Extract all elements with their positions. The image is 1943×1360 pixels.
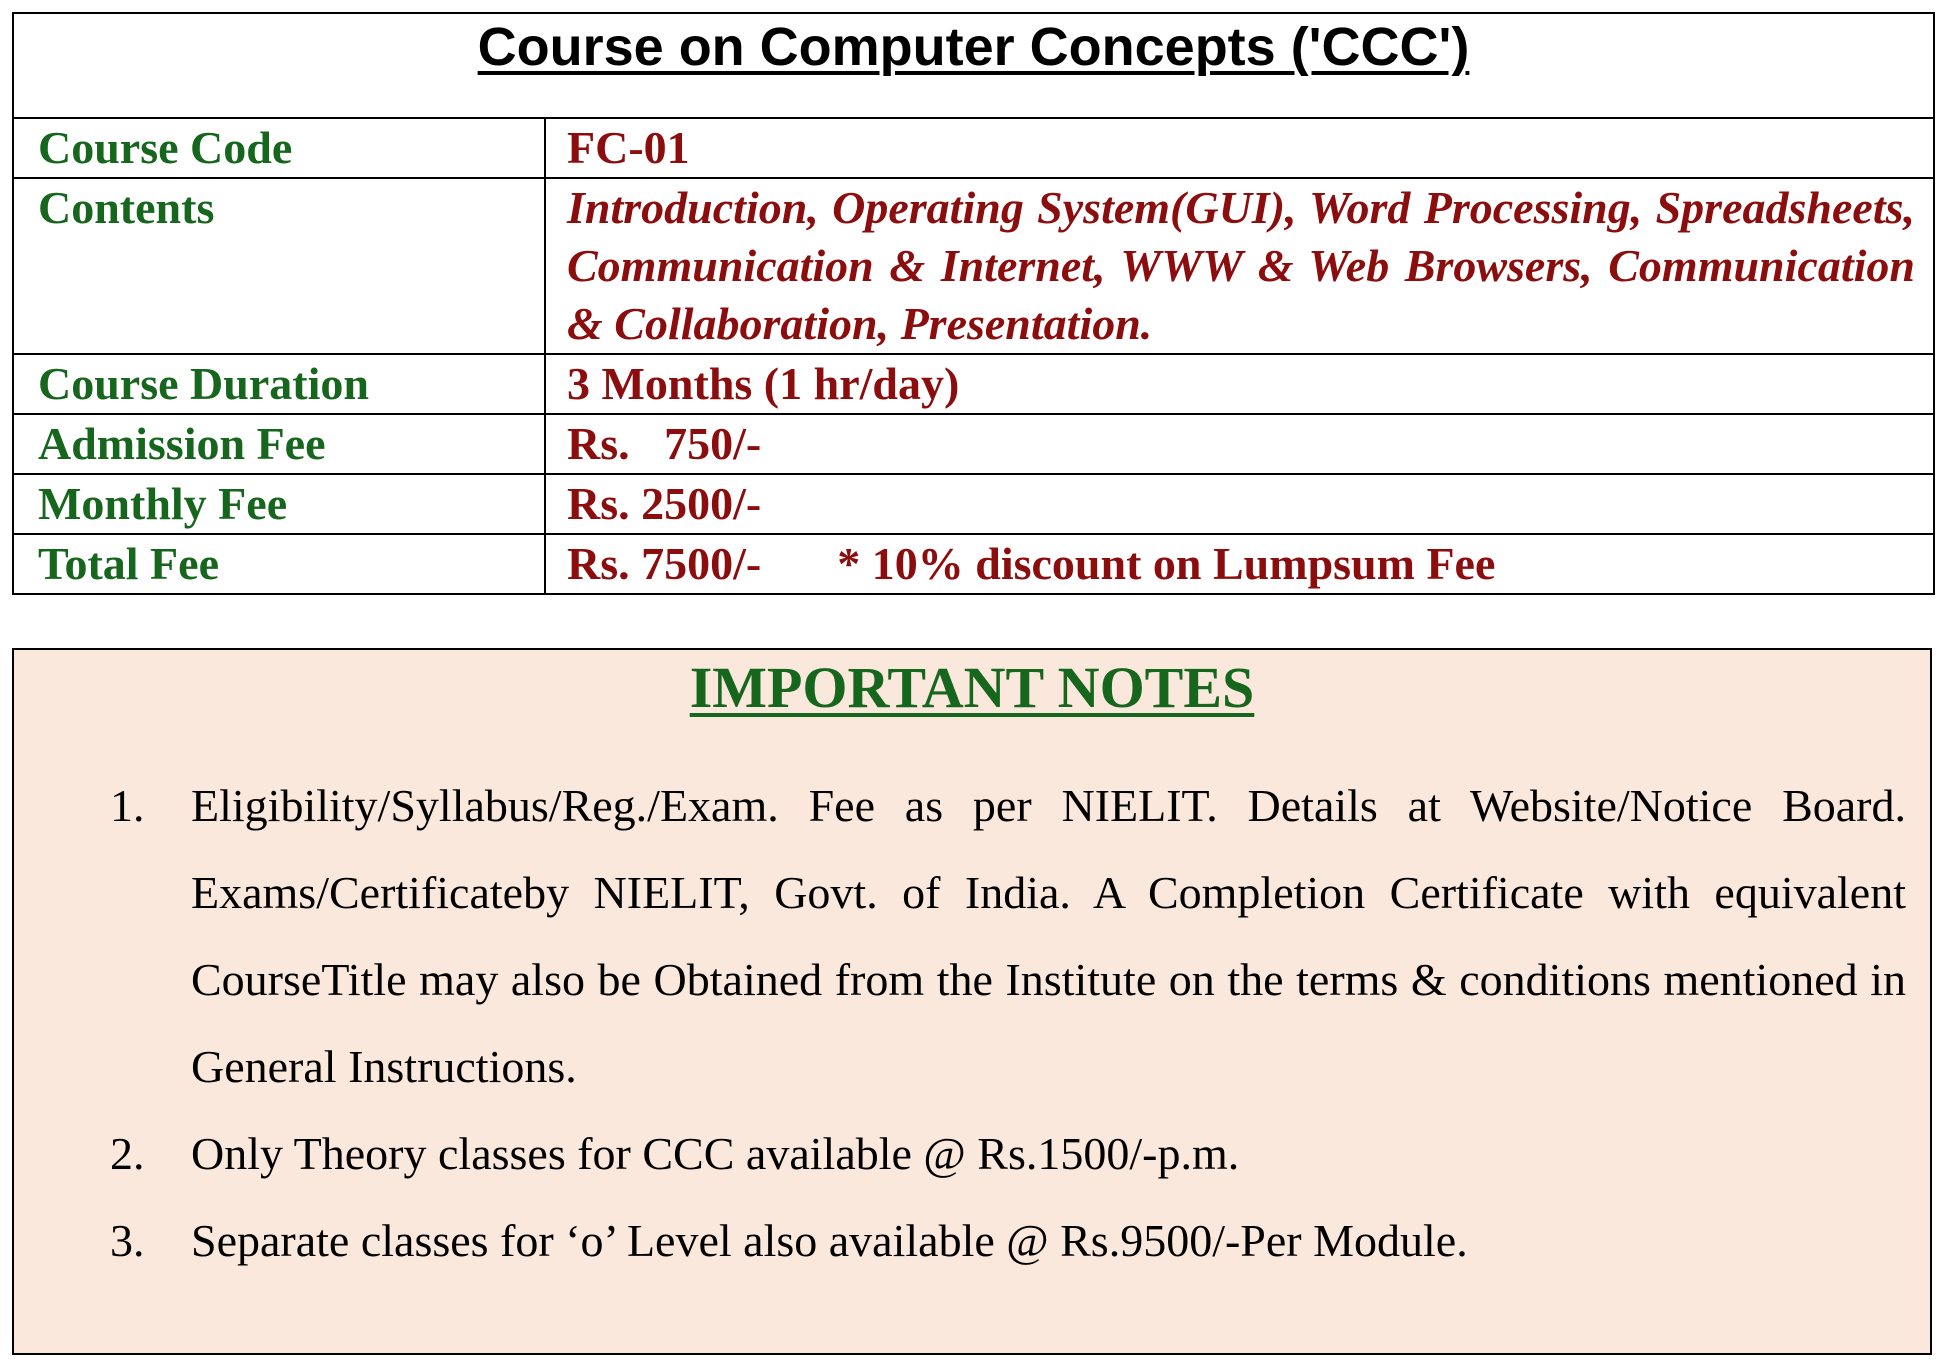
note-number: 3. bbox=[110, 1215, 145, 1266]
note-text: Separate classes for ‘o’ Level also available @ Rs.9500/-Per Module. bbox=[191, 1215, 1468, 1266]
table-row-duration bbox=[13, 354, 1934, 414]
important-notes-box bbox=[12, 648, 1932, 1355]
course-duration-value: 3 Months (1 hr/day) bbox=[545, 354, 1934, 414]
note-number: 1. bbox=[110, 780, 145, 831]
course-code-value: FC-01 bbox=[545, 118, 1934, 178]
total-fee-value bbox=[545, 534, 1934, 594]
table-row-monthly-fee bbox=[13, 474, 1934, 534]
course-code-label: Course Code bbox=[13, 118, 545, 178]
document-title: Course on Computer Concepts ('CCC') bbox=[477, 17, 1470, 77]
table-row-admission-fee bbox=[13, 414, 1934, 474]
notes-heading: IMPORTANT NOTES bbox=[689, 655, 1255, 720]
contents-label: Contents bbox=[13, 178, 545, 354]
course-details-table bbox=[12, 12, 1935, 595]
table-row-course-code bbox=[13, 118, 1934, 178]
note-number: 2. bbox=[110, 1128, 145, 1179]
total-fee-label: Total Fee bbox=[13, 534, 545, 594]
list-item bbox=[110, 762, 1906, 1110]
contents-value: Introduction, Operating System(GUI), Word Processing, Spreadsheets, Communication & Internet, WWW & Web Browsers, Communication & Collaboration, Presentation. bbox=[545, 178, 1934, 354]
title-cell bbox=[13, 13, 1934, 118]
notes-list bbox=[110, 762, 1906, 1284]
admission-fee-value bbox=[545, 414, 1934, 474]
total-fee-amount: Rs. 7500/- bbox=[567, 538, 762, 589]
monthly-fee-label: Monthly Fee bbox=[13, 474, 545, 534]
table-row-contents bbox=[13, 178, 1934, 354]
admission-fee-amount: Rs. 750/- bbox=[567, 418, 762, 469]
lumpsum-discount-note: * 10% discount on Lumpsum Fee bbox=[837, 538, 1496, 589]
note-text: Only Theory classes for CCC available @ Rs.1500/-p.m. bbox=[191, 1128, 1240, 1179]
table-row-total-fee bbox=[13, 534, 1934, 594]
note-text: Eligibility/Syllabus/Reg./Exam. Fee as per NIELIT. Details at Website/Notice Board. Exams/Certificateby NIELIT, Govt. of India. A Completion Certificate with equivalent CourseTitle may also be Obtained from the Institute on the terms & conditions mentioned in General Instructions. bbox=[191, 780, 1906, 1092]
notes-heading-wrapper bbox=[14, 656, 1930, 720]
title-row bbox=[13, 13, 1934, 118]
admission-fee-label: Admission Fee bbox=[13, 414, 545, 474]
monthly-fee-value: Rs. 2500/- bbox=[545, 474, 1934, 534]
list-item bbox=[110, 1197, 1906, 1284]
course-duration-label: Course Duration bbox=[13, 354, 545, 414]
list-item bbox=[110, 1110, 1906, 1197]
